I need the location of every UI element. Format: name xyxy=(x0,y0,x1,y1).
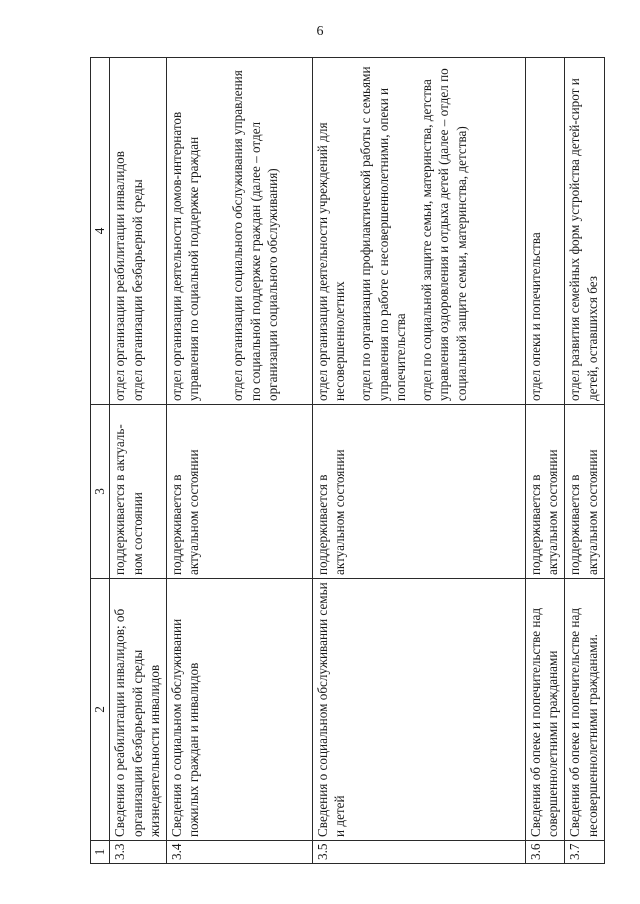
row-status: поддерживается в актуаль-ном состоянии xyxy=(110,405,167,579)
row-number: 3.6 xyxy=(525,841,564,864)
department-entry: отдел развития семейных форм устройства детей-сирот и детей, оставшихся без xyxy=(566,78,600,401)
row-name: Сведения об опеке и попечительстве над несовершеннолетними гражданами. xyxy=(564,579,604,841)
column-header: 4 xyxy=(91,58,110,405)
department-entry: отдел опеки и попечительства xyxy=(527,232,543,401)
row-name: Сведения о социальном обслуживании семьи и детей xyxy=(312,579,525,841)
column-header: 3 xyxy=(91,405,110,579)
department-entry: отдел организации деятельности домов-интернатов управления по социальной поддержке граждан xyxy=(168,111,202,401)
row-number: 3.7 xyxy=(564,841,604,864)
row-departments xyxy=(564,58,604,405)
row-number: 3.5 xyxy=(312,841,525,864)
table-row xyxy=(166,58,312,864)
row-number: 3.3 xyxy=(110,841,167,864)
rotated-table-frame xyxy=(90,58,600,864)
column-header: 1 xyxy=(91,841,110,864)
row-departments xyxy=(312,58,525,405)
department-entry: отдел организации реабилитации инвалидов xyxy=(112,151,127,401)
row-status: поддерживается в актуальном состоянии xyxy=(312,405,525,579)
column-header: 2 xyxy=(91,579,110,841)
row-status: поддерживается в актуальном состоянии xyxy=(166,405,312,579)
department-entry: отдел организации социального обслуживания управления по социальной поддержке граждан (далее – отдел организации социального обслуживания) xyxy=(229,70,281,401)
row-departments xyxy=(166,58,312,405)
department-entry: отдел по организации профилактической работы с семьями управления по работе с несовершеннолетними, опеки и попечительства xyxy=(357,66,409,401)
row-name: Сведения о социальном обслуживании пожилых граждан и инвалидов xyxy=(166,579,312,841)
row-status: поддерживается в актуальном состоянии xyxy=(525,405,564,579)
row-number: 3.4 xyxy=(166,841,312,864)
row-name: Сведения о реабилитации инвалидов; об организации безбарьерной среды жизнедеятельности инвалидов xyxy=(110,579,167,841)
row-departments xyxy=(110,58,167,405)
table-row xyxy=(110,58,167,864)
table-row xyxy=(312,58,525,864)
table-row xyxy=(564,58,604,864)
table-header-row xyxy=(91,58,110,864)
department-entry: отдел по социальной защите семьи, материнства, детства управления оздоровления и отдыха детей (далее – отдел по социальной защите семьи, материнства, детства) xyxy=(418,68,469,401)
row-status: поддерживается в актуальном состоянии xyxy=(564,405,604,579)
table-row xyxy=(525,58,564,864)
data-table xyxy=(90,57,605,864)
row-name: Сведения об опеке и попечительстве над совершеннолетними гражданами xyxy=(525,579,564,841)
page-number: 6 xyxy=(316,24,324,39)
row-departments xyxy=(525,58,564,405)
department-entry: отдел организации безбарьерной среды xyxy=(129,179,145,401)
department-entry: отдел организации деятельности учреждений для несовершеннолетних xyxy=(314,122,348,401)
